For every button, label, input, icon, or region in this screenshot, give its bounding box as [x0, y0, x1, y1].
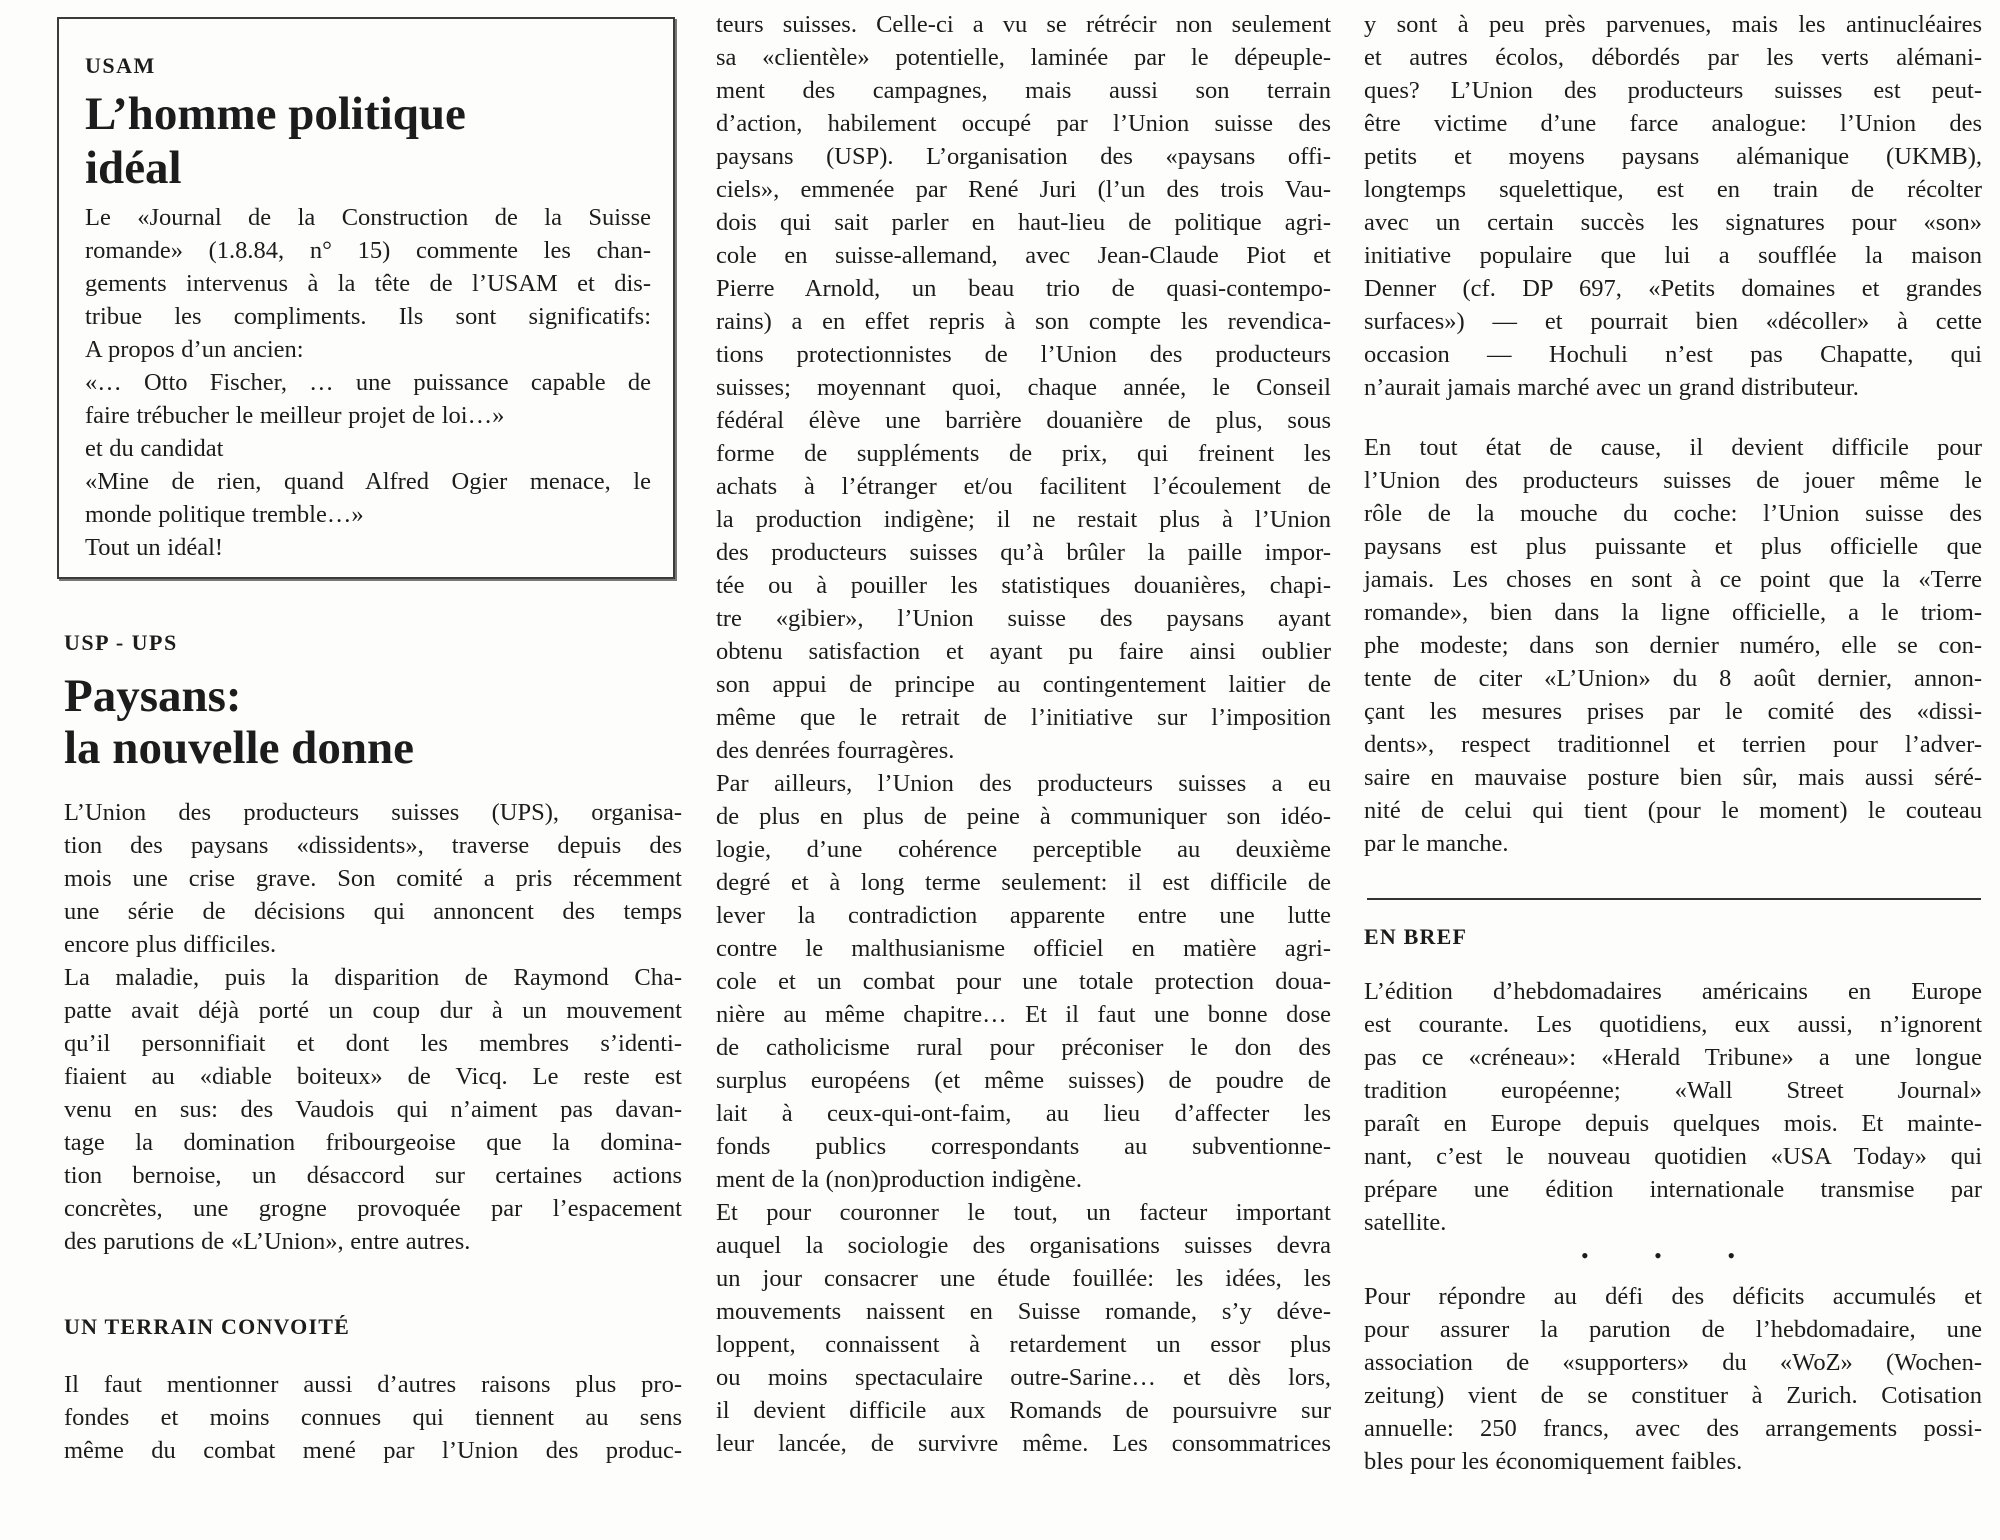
column-2-body — [716, 8, 1331, 1460]
text-line: n’aurait jamais marché avec un grand distributeur. — [1364, 374, 1859, 401]
text-line: son appui de principe au contingentement laitier de — [716, 671, 1331, 698]
text-line: même que le retrait de l’initiative sur l’imposition — [716, 704, 1331, 731]
text-line: tradition européenne; «Wall Street Journal» — [1364, 1077, 1982, 1104]
text-line: logie, d’une cohérence perceptible au deuxième — [716, 836, 1331, 863]
text-line: tions protectionnistes de l’Union des producteurs — [716, 341, 1331, 368]
text-line: longtemps squelettique, est en train de récolter — [1364, 176, 1982, 203]
text-line: ques? L’Union des producteurs suisses est peut- — [1364, 77, 1982, 104]
text-line: fiaient au «diable boiteux» de Vicq. Le reste est — [64, 1063, 682, 1090]
text-line: pour assurer la parution de l’hebdomadaire, une — [1364, 1316, 1982, 1343]
text-line: y sont à peu près parvenues, mais les antinucléaires — [1364, 11, 1982, 38]
text-line: occasion — Hochuli n’est pas Chapatte, qui — [1364, 341, 1982, 368]
text-line: cole et un combat pour une totale protection doua- — [716, 968, 1331, 995]
paragraph — [716, 8, 1331, 767]
text-line: Par ailleurs, l’Union des producteurs suisses a eu — [716, 770, 1331, 797]
text-line: et du candidat — [85, 435, 224, 462]
sidebar-title — [85, 87, 651, 195]
text-line: ciels», emmenée par René Juri (l’un des trois Vau- — [716, 176, 1331, 203]
text-line: En tout état de cause, il devient difficile pour — [1364, 434, 1982, 461]
text-line: un jour consacrer une étude fouillée: les idées, les — [716, 1265, 1331, 1292]
text-line: Pierre Arnold, un beau trio de quasi-contempo- — [716, 275, 1331, 302]
text-line: tente de citer «L’Union» du 8 août dernier, annon- — [1364, 665, 1982, 692]
title-line: Paysans: — [64, 670, 242, 722]
text-line: tion bernoise, un désaccord sur certaines actions — [64, 1162, 682, 1189]
brief-section — [1364, 924, 1982, 1478]
text-line: saire en mauvaise posture bien sûr, mais aussi séré- — [1364, 764, 1982, 791]
text-line: auquel la sociologie des organisations suisses devra — [716, 1232, 1331, 1259]
text-line: A propos d’un ancien: — [85, 336, 304, 363]
text-line: mouvements naissent en Suisse romande, s’y déve- — [716, 1298, 1331, 1325]
paragraph — [716, 1196, 1331, 1460]
text-line: la production indigène; il ne restait plus à l’Union — [716, 506, 1331, 533]
sidebar-box-content — [85, 53, 651, 564]
subheading: UN TERRAIN CONVOITÉ — [64, 1314, 350, 1339]
text-line: satellite. — [1364, 1209, 1447, 1236]
text-line: Le «Journal de la Construction de la Suisse — [85, 204, 651, 231]
text-line: des parutions de «L’Union», entre autres. — [64, 1228, 471, 1255]
text-line: ment des campagnes, mais aussi son terrain — [716, 77, 1331, 104]
text-line: tion des paysans «dissidents», traverse depuis des — [64, 832, 682, 859]
text-line: Pour répondre au défi des déficits accumulés et — [1364, 1283, 1982, 1310]
paragraph — [716, 767, 1331, 1196]
sidebar-box-usam — [57, 17, 675, 579]
text-line: «… Otto Fischer, … une puissance capable de — [85, 369, 651, 396]
text-line: des denrées fourragères. — [716, 737, 955, 764]
text-line: «Mine de rien, quand Alfred Ogier menace, le — [85, 468, 651, 495]
text-line: cole en suisse-allemand, avec Jean-Claude Piot et — [716, 242, 1331, 269]
text-line: prépare une édition internationale transmise par — [1364, 1176, 1982, 1203]
text-line: paysans (USP). L’organisation des «paysans offi- — [716, 143, 1331, 170]
text-line: paysans est plus puissante et plus officielle que — [1364, 533, 1982, 560]
text-line: Tout un idéal! — [85, 534, 224, 561]
text-line: patte avait déjà porté un coup dur à un mouvement — [64, 997, 682, 1024]
text-line: fédéral élève une barrière douanière de plus, sous — [716, 407, 1331, 434]
text-line: avec un certain succès les signatures pour «son» — [1364, 209, 1982, 236]
text-line: association de «supporters» du «WoZ» (Wochen- — [1364, 1349, 1982, 1376]
text-line: une série de décisions qui annoncent des temps — [64, 898, 682, 925]
text-line: concrètes, une grogne provoquée par l’espacement — [64, 1195, 682, 1222]
text-line: zeitung) vient de se constituer à Zurich. Cotisation — [1364, 1382, 1982, 1409]
paragraph — [1364, 8, 1982, 404]
text-line: gements intervenus à la tête de l’USAM et dis- — [85, 270, 651, 297]
text-line: tage la domination fribourgeoise que la domina- — [64, 1129, 682, 1156]
text-line: paraît en Europe depuis quelques mois. Et mainte- — [1364, 1110, 1982, 1137]
paragraph — [64, 1368, 682, 1467]
text-line: Et pour couronner le tout, un facteur important — [716, 1199, 1331, 1226]
ornament-separator: • • • — [1580, 1243, 1766, 1268]
text-line: obtenu satisfaction et ayant pu faire ainsi oublier — [716, 638, 1331, 665]
text-line: teurs suisses. Celle-ci a vu se rétrécir non seulement — [716, 11, 1331, 38]
text-line: de catholicisme rural pour préconiser le don des — [716, 1034, 1331, 1061]
text-line: et autres écolos, débordés par les verts alémani- — [1364, 44, 1982, 71]
text-line: pas ce «créneau»: «Herald Tribune» a une longue — [1364, 1044, 1982, 1071]
article-title — [64, 670, 414, 774]
text-line: petits et moyens paysans alémanique (UKMB), — [1364, 143, 1982, 170]
text-line: achats à l’étranger et/ou facilitent l’écoulement de — [716, 473, 1331, 500]
text-line: nière au même chapitre… Et il faut une bonne dose — [716, 1001, 1331, 1028]
sidebar-text — [85, 201, 651, 564]
text-line: faire trébucher le meilleur projet de loi…» — [85, 402, 505, 429]
paragraph — [64, 796, 682, 961]
text-line: venu en sus: des Vaudois qui n’aiment pas davan- — [64, 1096, 682, 1123]
text-line: être victime d’une farce analogue: l’Union des — [1364, 110, 1982, 137]
text-line: rains) a en effet repris à son compte les revendica- — [716, 308, 1331, 335]
sidebar-kicker: USAM — [85, 53, 156, 78]
paragraph — [1364, 1280, 1982, 1478]
text-line: par le manche. — [1364, 830, 1509, 857]
text-line: romande» (1.8.84, n° 15) commente les chan- — [85, 237, 651, 264]
column-3-body — [1364, 8, 1982, 860]
text-line: rôle de la mouche du coche: l’Union suisse des — [1364, 500, 1982, 527]
text-line: fondes et moins connues qui tiennent au sens — [64, 1404, 682, 1431]
text-line: il devient difficile aux Romands de poursuivre sur — [716, 1397, 1331, 1424]
text-line: monde politique tremble…» — [85, 501, 364, 528]
text-line: tre «gibier», l’Union suisse des paysans ayant — [716, 605, 1331, 632]
text-line: d’action, habilement occupé par l’Union suisse des — [716, 110, 1331, 137]
title-line: la nouvelle donne — [64, 722, 414, 774]
text-line: loppent, connaissent à retardement un essor plus — [716, 1331, 1331, 1358]
text-line: Denner (cf. DP 697, «Petits domaines et grandes — [1364, 275, 1982, 302]
paragraph — [1364, 975, 1982, 1239]
text-line: lever la contradiction apparente entre une lutte — [716, 902, 1331, 929]
text-line: ment de la (non)production indigène. — [716, 1166, 1082, 1193]
text-line: leur lancée, de survivre même. Les consommatrices — [716, 1430, 1331, 1457]
text-line: degré et à long terme seulement: il est difficile de — [716, 869, 1331, 896]
text-line: l’Union des producteurs suisses de jouer même le — [1364, 467, 1982, 494]
text-line: L’édition d’hebdomadaires américains en Europe — [1364, 978, 1982, 1005]
text-line: L’Union des producteurs suisses (UPS), organisa- — [64, 799, 682, 826]
text-line: contre le malthusianisme officiel en matière agri- — [716, 935, 1331, 962]
column-1-body — [64, 796, 682, 1467]
text-line: mois une crise grave. Son comité a pris récemment — [64, 865, 682, 892]
text-line: qu’il personnifiait et dont les membres s’identi- — [64, 1030, 682, 1057]
text-line: annuelle: 250 francs, avec des arrangements possi- — [1364, 1415, 1982, 1442]
text-line: même du combat mené par l’Union des produc- — [64, 1437, 682, 1464]
text-line: de plus en plus de peine à communiquer son idéo- — [716, 803, 1331, 830]
text-line: des producteurs suisses qu’à brûler la paille impor- — [716, 539, 1331, 566]
text-line: çant les mesures prises par le comité des «dissi- — [1364, 698, 1982, 725]
text-line: surplus européens (et même suisses) de poudre de — [716, 1067, 1331, 1094]
text-line: ou moins spectaculaire outre-Sarine… et dès lors, — [716, 1364, 1331, 1391]
text-line: Il faut mentionner aussi d’autres raisons plus pro- — [64, 1371, 682, 1398]
text-line: tée ou à pouiller les statistiques douanières, chapi- — [716, 572, 1331, 599]
text-line: nité de celui qui tient (pour le moment) le couteau — [1364, 797, 1982, 824]
text-line: est courante. Les quotidiens, eux aussi, n’ignorent — [1364, 1011, 1982, 1038]
text-line: La maladie, puis la disparition de Raymond Cha- — [64, 964, 682, 991]
section-divider — [1367, 898, 1981, 900]
text-line: lait à ceux-qui-ont-faim, au lieu d’affecter les — [716, 1100, 1331, 1127]
text-line: fonds publics correspondants au subventionne- — [716, 1133, 1331, 1160]
paragraph — [1364, 431, 1982, 860]
text-line: dois qui sait parler en haut-lieu de politique agri- — [716, 209, 1331, 236]
text-line: bles pour les économiquement faibles. — [1364, 1448, 1743, 1475]
paragraph — [64, 961, 682, 1258]
text-line: surfaces») — et pourrait bien «décoller» à cette — [1364, 308, 1982, 335]
text-line: romande», bien dans la ligne officielle, a le triom- — [1364, 599, 1982, 626]
text-line: dents», respect traditionnel et terrien pour l’adver- — [1364, 731, 1982, 758]
text-line: nant, c’est le nouveau quotidien «USA Today» qui — [1364, 1143, 1982, 1170]
text-line: encore plus difficiles. — [64, 931, 277, 958]
text-line: tribue les compliments. Ils sont significatifs: — [85, 303, 651, 330]
text-line: phe modeste; dans son dernier numéro, elle se con- — [1364, 632, 1982, 659]
text-line: jamais. Les choses en sont à ce point que la «Terre — [1364, 566, 1982, 593]
brief-kicker: EN BREF — [1364, 924, 1468, 949]
text-line: sa «clientèle» potentielle, laminée par le dépeuple- — [716, 44, 1331, 71]
text-line: suisses; moyennant quoi, chaque année, le Conseil — [716, 374, 1331, 401]
title-line: idéal — [85, 142, 182, 194]
title-line: L’homme politique — [85, 88, 466, 140]
article-kicker: USP - UPS — [64, 630, 178, 655]
text-line: forme de suppléments de prix, qui freinent les — [716, 440, 1331, 467]
text-line: initiative populaire que lui a soufflée la maison — [1364, 242, 1982, 269]
